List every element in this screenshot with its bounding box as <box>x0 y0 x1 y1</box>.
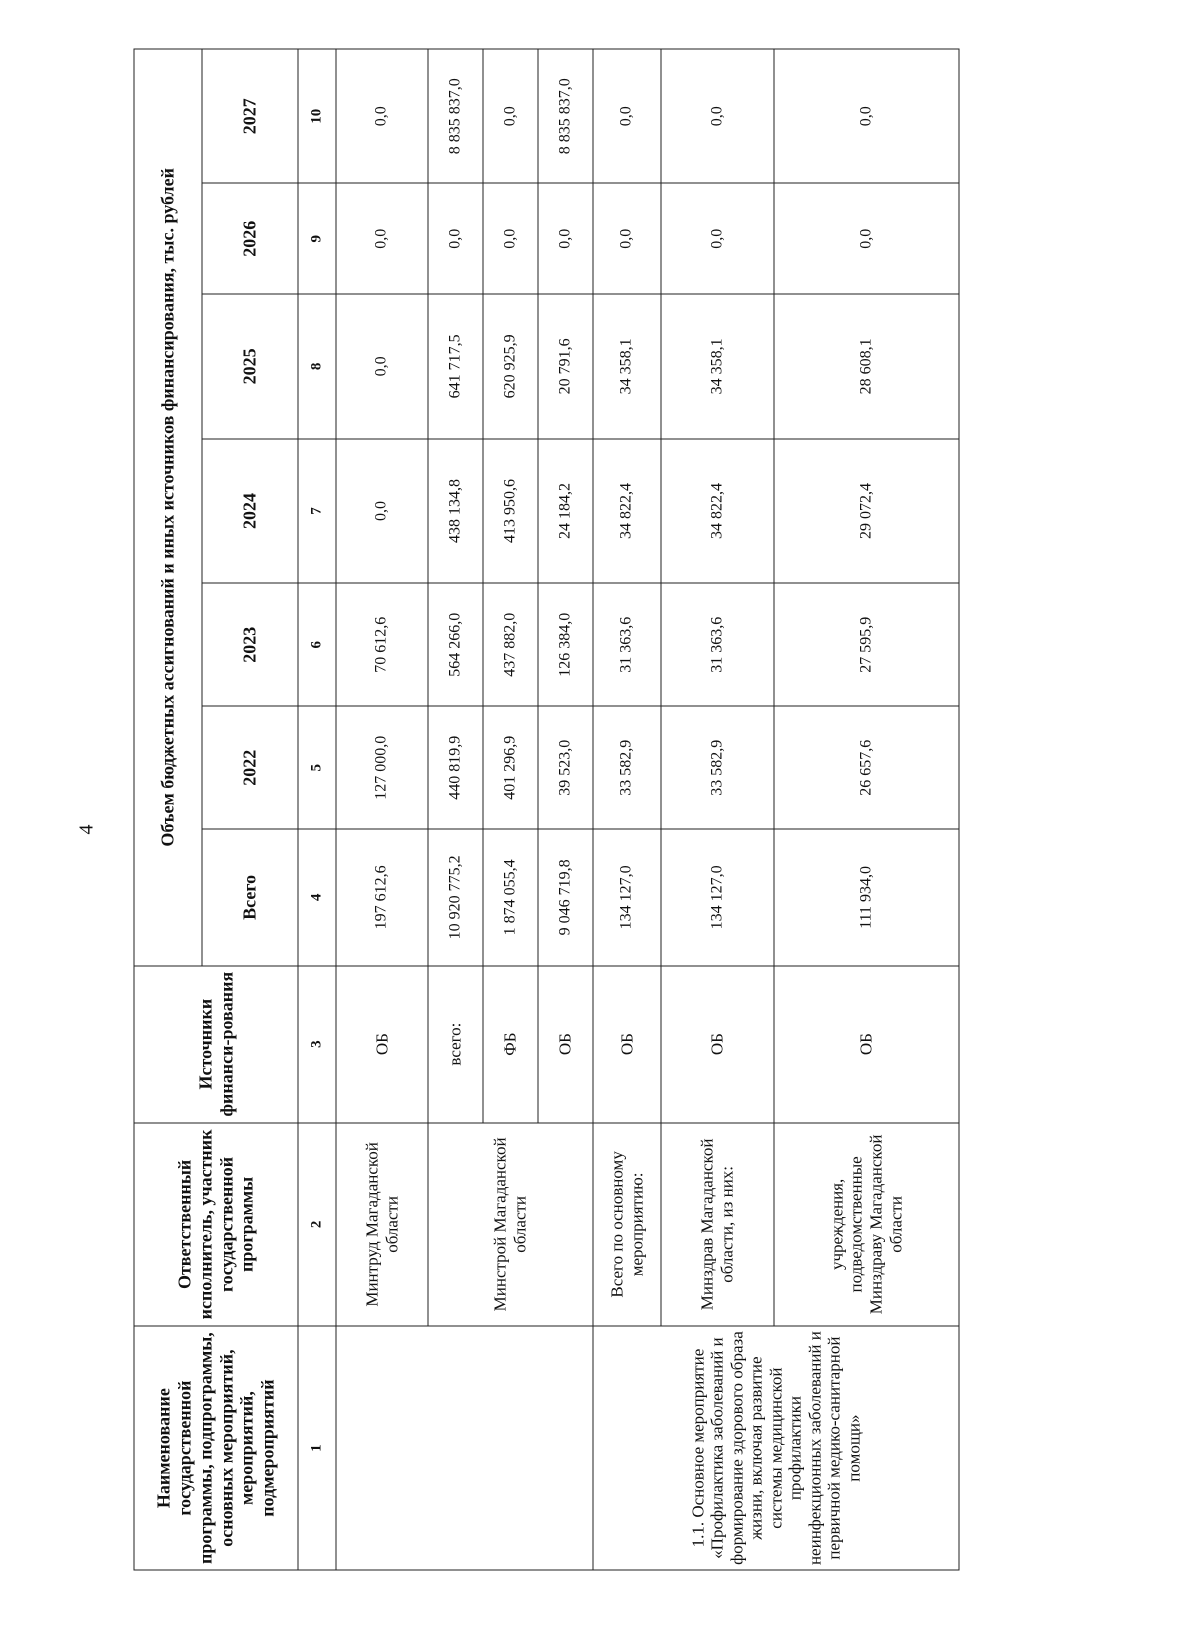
value-cell: 0,0 <box>774 49 959 183</box>
year-header: 2024 <box>202 438 298 583</box>
value-cell: 0,0 <box>336 438 428 583</box>
executor-cell: учреждения, подведомственные Минздраву Магаданской области <box>774 1122 959 1326</box>
value-cell: 10 920 775,2 <box>428 829 483 965</box>
header-source: Источники финанси-рования <box>134 965 298 1122</box>
source-cell: ОБ <box>593 965 661 1122</box>
value-cell: 29 072,4 <box>774 438 959 583</box>
value-cell: 34 358,1 <box>593 294 661 439</box>
value-cell: 0,0 <box>483 49 538 183</box>
value-cell: 34 822,4 <box>593 438 661 583</box>
year-header: Всего <box>202 829 298 965</box>
source-cell: ОБ <box>774 965 959 1122</box>
value-cell: 0,0 <box>428 183 483 294</box>
col-number: 1 <box>298 1326 336 1570</box>
value-cell: 31 363,6 <box>661 583 774 706</box>
source-cell: ОБ <box>661 965 774 1122</box>
budget-table-sheet <box>133 48 958 1570</box>
header-row-1 <box>134 49 202 1570</box>
value-cell: 20 791,6 <box>538 294 593 439</box>
source-cell: ФБ <box>483 965 538 1122</box>
value-cell: 438 134,8 <box>428 438 483 583</box>
value-cell: 134 127,0 <box>661 829 774 965</box>
value-cell: 0,0 <box>774 183 959 294</box>
value-cell: 26 657,6 <box>774 706 959 829</box>
year-header: 2022 <box>202 706 298 829</box>
value-cell: 0,0 <box>661 49 774 183</box>
year-header: 2023 <box>202 583 298 706</box>
value-cell: 0,0 <box>661 183 774 294</box>
value-cell: 413 950,6 <box>483 438 538 583</box>
col-number: 7 <box>298 438 336 583</box>
value-cell: 24 184,2 <box>538 438 593 583</box>
page-number: 4 <box>75 824 98 835</box>
activity-name-cell: 1.1. Основное мероприятие «Профилактика заболеваний и формирование здорового образа жизни, включая развитие системы медицинской профилактики неинфекционных заболеваний и первичной медико-санитарной помощи» <box>593 1326 959 1570</box>
executor-cell: Минстрой Магаданской области <box>428 1122 593 1326</box>
col-number: 4 <box>298 829 336 965</box>
value-cell: 0,0 <box>483 183 538 294</box>
col-number: 5 <box>298 706 336 829</box>
col-number: 10 <box>298 49 336 183</box>
value-cell: 641 717,5 <box>428 294 483 439</box>
col-number: 6 <box>298 583 336 706</box>
value-cell: 0,0 <box>336 49 428 183</box>
year-header: 2027 <box>202 49 298 183</box>
col-number: 2 <box>298 1122 336 1326</box>
value-cell: 28 608,1 <box>774 294 959 439</box>
source-cell: ОБ <box>336 965 428 1122</box>
value-cell: 440 819,9 <box>428 706 483 829</box>
value-cell: 0,0 <box>336 294 428 439</box>
value-cell: 127 000,0 <box>336 706 428 829</box>
value-cell: 134 127,0 <box>593 829 661 965</box>
value-cell: 111 934,0 <box>774 829 959 965</box>
col-number: 9 <box>298 183 336 294</box>
value-cell: 8 835 837,0 <box>428 49 483 183</box>
year-header: 2025 <box>202 294 298 439</box>
source-cell: ОБ <box>538 965 593 1122</box>
value-cell: 0,0 <box>336 183 428 294</box>
value-cell: 564 266,0 <box>428 583 483 706</box>
row-name-cell <box>336 1326 593 1570</box>
table-row <box>593 49 661 1570</box>
value-cell: 0,0 <box>593 49 661 183</box>
value-cell: 197 612,6 <box>336 829 428 965</box>
value-cell: 33 582,9 <box>661 706 774 829</box>
header-name: Наименование государственной программы, подпрограммы, основных мероприятий, мероприятий, подмероприятий <box>134 1326 298 1570</box>
value-cell: 34 822,4 <box>661 438 774 583</box>
value-cell: 437 882,0 <box>483 583 538 706</box>
value-cell: 34 358,1 <box>661 294 774 439</box>
header-executor: Ответственный исполнитель, участник государственной программы <box>134 1122 298 1326</box>
value-cell: 126 384,0 <box>538 583 593 706</box>
value-cell: 0,0 <box>538 183 593 294</box>
col-number: 3 <box>298 965 336 1122</box>
budget-table <box>133 48 959 1570</box>
value-cell: 1 874 055,4 <box>483 829 538 965</box>
table-row <box>336 49 428 1570</box>
value-cell: 620 925,9 <box>483 294 538 439</box>
value-cell: 8 835 837,0 <box>538 49 593 183</box>
col-number: 8 <box>298 294 336 439</box>
value-cell: 0,0 <box>593 183 661 294</box>
value-cell: 33 582,9 <box>593 706 661 829</box>
value-cell: 39 523,0 <box>538 706 593 829</box>
value-cell: 27 595,9 <box>774 583 959 706</box>
header-volume: Объем бюджетных ассигнований и иных источников финансирования, тыс. рублей <box>134 49 202 966</box>
value-cell: 9 046 719,8 <box>538 829 593 965</box>
value-cell: 31 363,6 <box>593 583 661 706</box>
value-cell: 401 296,9 <box>483 706 538 829</box>
source-cell: всего: <box>428 965 483 1122</box>
value-cell: 70 612,6 <box>336 583 428 706</box>
executor-cell: Минтруд Магаданской области <box>336 1122 428 1326</box>
year-header: 2026 <box>202 183 298 294</box>
executor-cell: Минздрав Магаданской области, из них: <box>661 1122 774 1326</box>
executor-cell: Всего по основному мероприятию: <box>593 1122 661 1326</box>
column-numbers-row <box>298 49 336 1570</box>
